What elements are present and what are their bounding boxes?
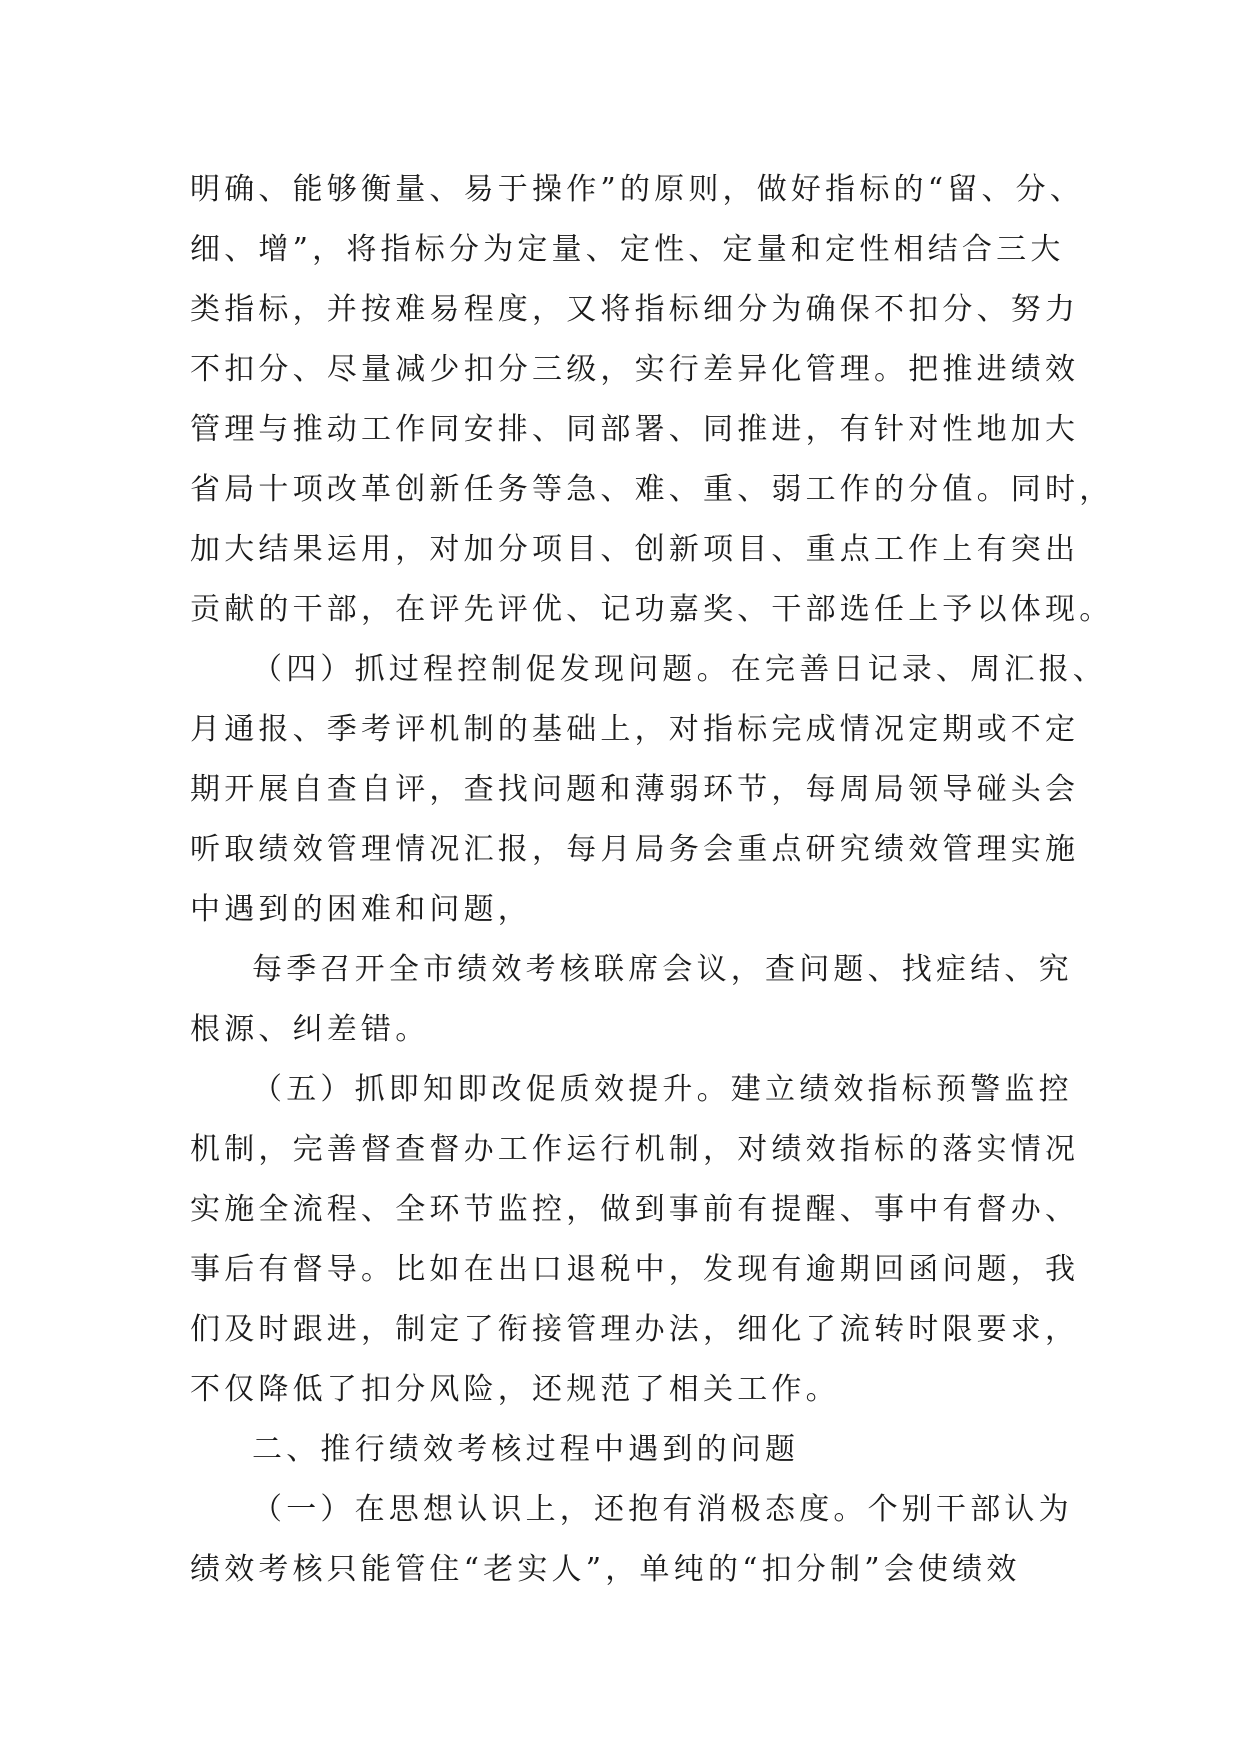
text-line: 机制，完善督查督办工作运行机制，对绩效指标的落实情况: [190, 1132, 1080, 1167]
text-line: 省局十项改革创新任务等急、难、重、弱工作的分值。同时，: [190, 472, 1114, 507]
paragraph-start: 每季召开全市绩效考核联席会议，查问题、找症结、究: [252, 952, 1073, 987]
text-line: 类指标，并按难易程度，又将指标细分为确保不扣分、努力: [190, 292, 1080, 327]
text-line: 事后有督导。比如在出口退税中，发现有逾期回函问题，我: [190, 1252, 1080, 1287]
text-line: 月通报、季考评机制的基础上，对指标完成情况定期或不定: [190, 712, 1080, 747]
text-line: 不扣分、尽量减少扣分三级，实行差异化管理。把推进绩效: [190, 352, 1080, 387]
text-line: 细、增”，将指标分为定量、定性、定量和定性相结合三大: [190, 232, 1065, 267]
text-line: 贡献的干部，在评先评优、记功嘉奖、干部选任上予以体现。: [190, 592, 1114, 627]
text-line: 听取绩效管理情况汇报，每月局务会重点研究绩效管理实施: [190, 832, 1080, 867]
section-heading-4: （四）抓过程控制促发现问题。在完善日记录、周汇报、: [252, 652, 1107, 687]
text-line: 期开展自查自评，查找问题和薄弱环节，每周局领导碰头会: [190, 772, 1080, 807]
chapter-heading-2: 二、推行绩效考核过程中遇到的问题: [252, 1432, 800, 1467]
text-line: 明确、能够衡量、易于操作”的原则，做好指标的“留、分、: [190, 172, 1085, 207]
text-line: 不仅降低了扣分风险，还规范了相关工作。: [190, 1372, 840, 1407]
text-line: 加大结果运用，对加分项目、创新项目、重点工作上有突出: [190, 532, 1080, 567]
section-heading-5: （五）抓即知即改促质效提升。建立绩效指标预警监控: [252, 1072, 1073, 1107]
body-text: [190, 160, 1114, 1600]
text-line: 们及时跟进，制定了衔接管理办法，细化了流转时限要求，: [190, 1312, 1080, 1347]
section-heading-1: （一）在思想认识上，还抱有消极态度。个别干部认为: [252, 1492, 1073, 1527]
text-line: 实施全流程、全环节监控，做到事前有提醒、事中有督办、: [190, 1192, 1080, 1227]
text-line: 中遇到的困难和问题，: [190, 892, 532, 927]
text-line: 根源、纠差错。: [190, 1012, 430, 1047]
text-line: 管理与推动工作同安排、同部署、同推进，有针对性地加大: [190, 412, 1080, 447]
text-line: 绩效考核只能管住“老实人”，单纯的“扣分制”会使绩效: [190, 1552, 1021, 1587]
